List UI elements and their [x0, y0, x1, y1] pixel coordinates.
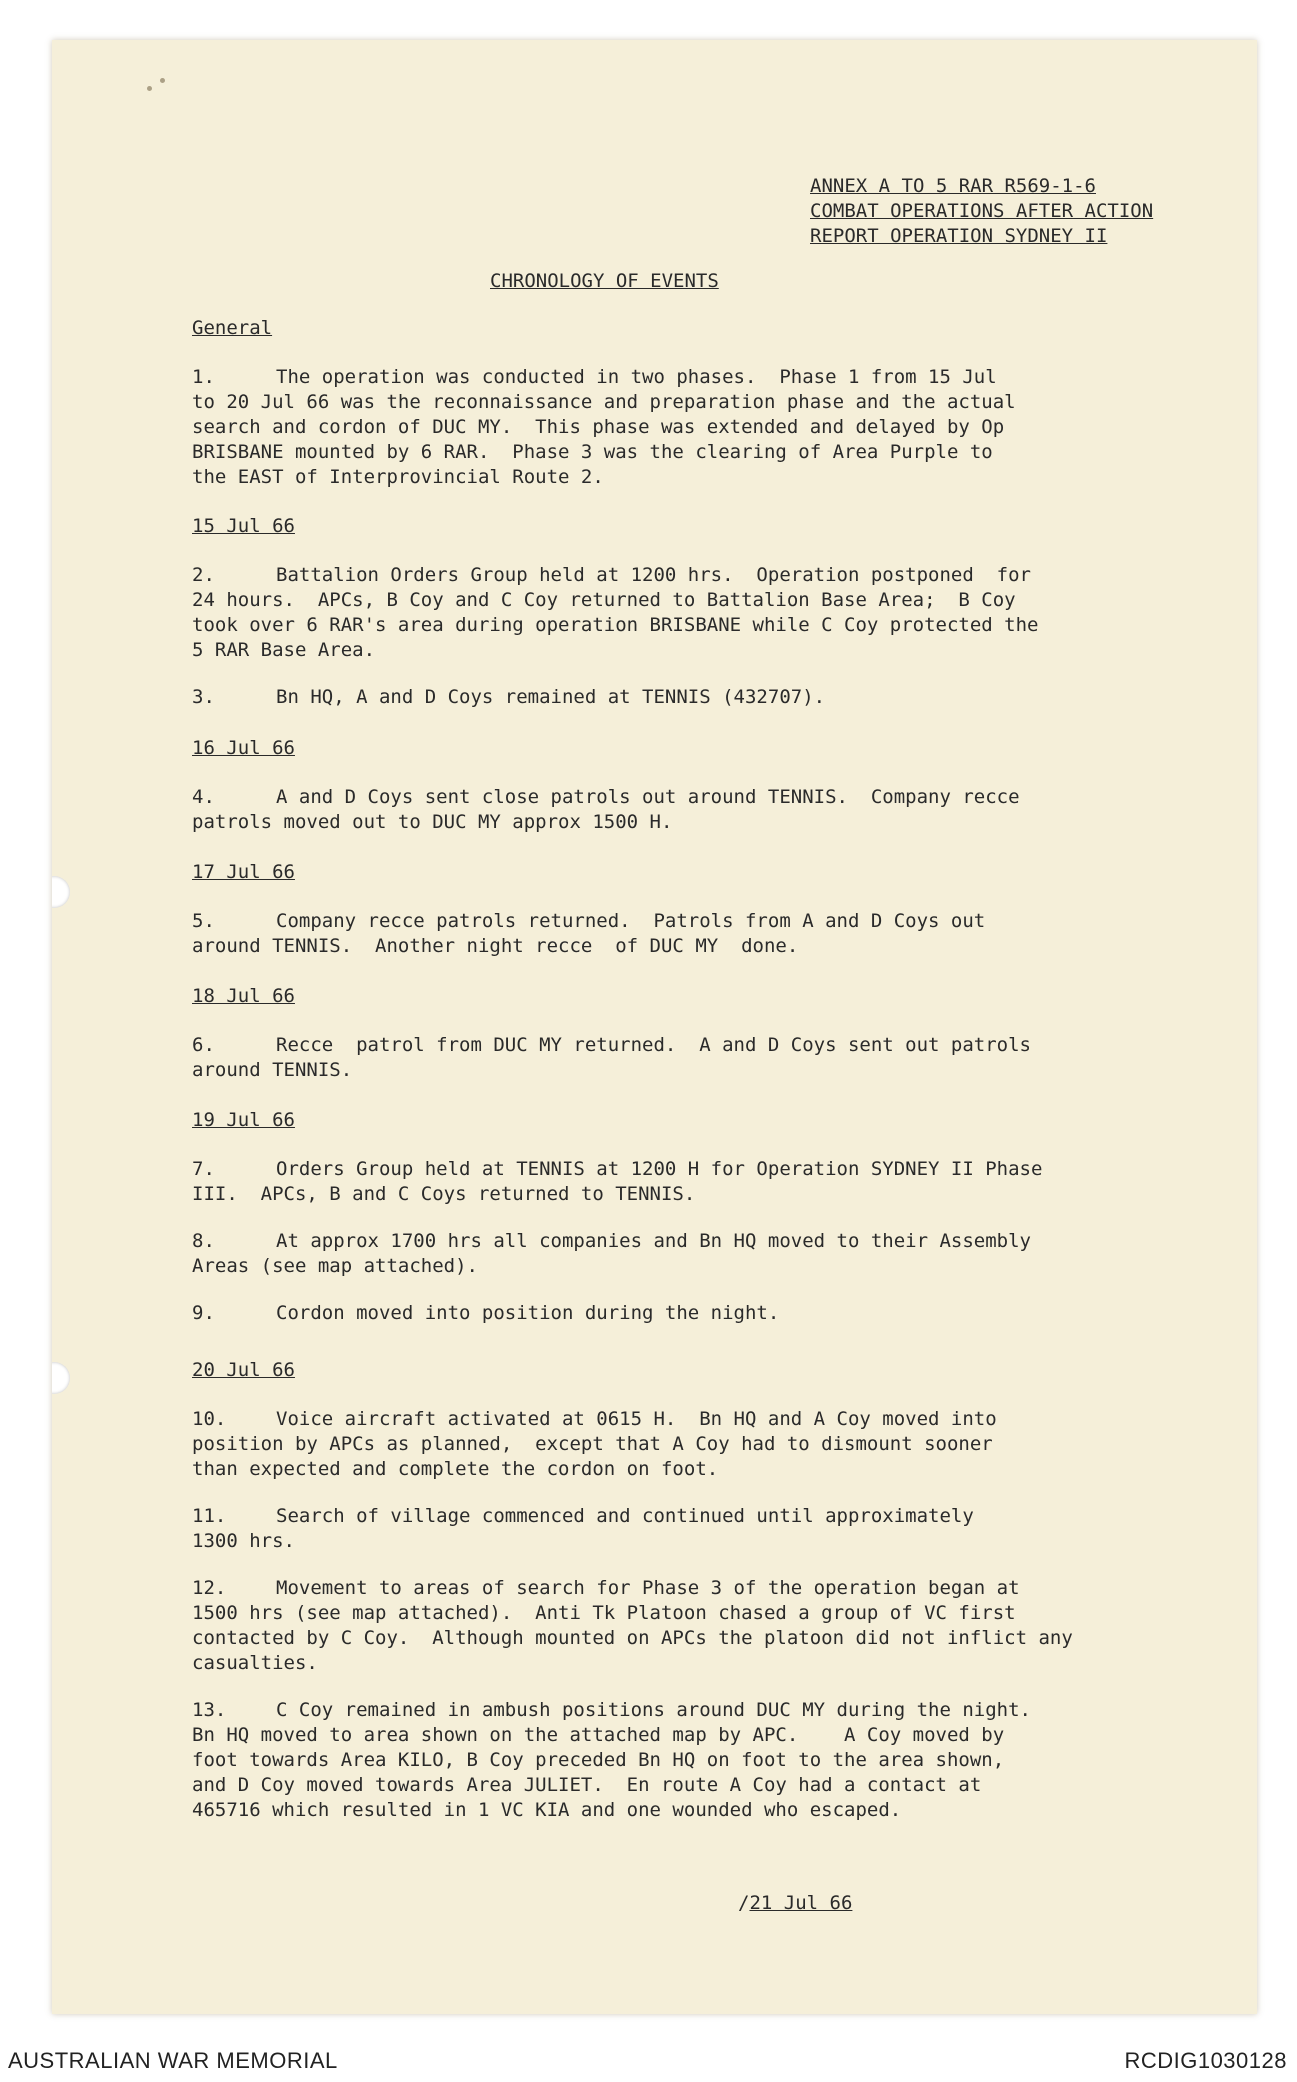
paragraph-number: 1. [192, 366, 215, 388]
paragraph-number: 12. [192, 1577, 227, 1599]
paragraph-2 [192, 563, 1192, 663]
paragraph-text: Search of village commenced and continued until approximately 1300 hrs. [192, 1505, 974, 1552]
paragraph-10 [192, 1407, 1192, 1482]
paragraph-text: Cordon moved into position during the night. [276, 1302, 780, 1324]
section-17-jul-66 [192, 860, 1192, 959]
paragraph-8 [192, 1229, 1192, 1279]
document-page [52, 40, 1257, 2014]
paragraph-text: Company recce patrols returned. Patrols from A and D Coys out around TENNIS. Another night recce of DUC MY done. [192, 910, 986, 957]
archive-caption-right: RCDIG1030128 [1124, 2048, 1287, 2073]
section-heading: 20 Jul 66 [192, 1359, 295, 1381]
section-heading: 15 Jul 66 [192, 515, 295, 537]
section-18-jul-66 [192, 984, 1192, 1083]
annex-reference [810, 174, 1153, 249]
section-general [192, 316, 1192, 490]
paragraph-text: At approx 1700 hrs all companies and Bn HQ moved to their Assembly Areas (see map attached). [192, 1230, 1031, 1277]
section-heading: General [192, 317, 273, 339]
annex-line-1: ANNEX A TO 5 RAR R569-1-6 [810, 175, 1096, 197]
continuation-date: 21 Jul 66 [749, 1892, 853, 1914]
paragraph-number: 2. [192, 564, 215, 586]
paragraph-text: Battalion Orders Group held at 1200 hrs. Operation postponed for 24 hours. APCs, B Coy and C Coy returned to Battalion Base Area; B Coy took over 6 RAR's area during operation BRISBANE while C Coy protected the 5 RAR Base Area. [192, 564, 1039, 661]
paragraph-3 [192, 685, 1192, 710]
section-15-jul-66 [192, 514, 1192, 710]
paragraph-1 [192, 365, 1192, 490]
section-heading: 16 Jul 66 [192, 737, 295, 759]
continuation-slash: / [738, 1892, 750, 1914]
paragraph-text: A and D Coys sent close patrols out around TENNIS. Company recce patrols moved out to DUC MY approx 1500 H. [192, 786, 1020, 833]
paragraph-text: Movement to areas of search for Phase 3 of the operation began at 1500 hrs (see map attached). Anti Tk Platoon chased a group of VC first contacted by C Coy. Although mounted on APCs the platoon did not inflict any casualties. [192, 1577, 1073, 1674]
paragraph-12 [192, 1576, 1192, 1676]
annex-line-3: REPORT OPERATION SYDNEY II [810, 225, 1108, 247]
paragraph-number: 11. [192, 1505, 227, 1527]
paragraph-text: Recce patrol from DUC MY returned. A and D Coys sent out patrols around TENNIS. [192, 1034, 1031, 1081]
punch-hole-lower [52, 1362, 70, 1394]
section-heading: 17 Jul 66 [192, 861, 295, 883]
paper-speck [147, 86, 152, 91]
continuation-marker [738, 1892, 852, 1914]
document-title: CHRONOLOGY OF EVENTS [490, 270, 719, 292]
paragraph-number: 10. [192, 1408, 227, 1430]
paper-speck [160, 78, 165, 83]
paragraph-number: 3. [192, 686, 215, 708]
paragraph-text: The operation was conducted in two phases. Phase 1 from 15 Jul to 20 Jul 66 was the reconnaissance and preparation phase and the actual search and cordon of DUC MY. This phase was extended and delayed by Op BRISBANE mounted by 6 RAR. Phase 3 was the clearing of Area Purple to the EAST of Interprovincial Route 2. [192, 366, 1016, 488]
section-20-jul-66 [192, 1358, 1192, 1823]
paragraph-number: 8. [192, 1230, 215, 1252]
paragraph-13 [192, 1698, 1192, 1823]
paragraph-number: 5. [192, 910, 215, 932]
punch-hole-upper [52, 876, 70, 908]
paragraph-text: Orders Group held at TENNIS at 1200 H for Operation SYDNEY II Phase III. APCs, B and C Coys returned to TENNIS. [192, 1158, 1043, 1205]
paragraph-number: 6. [192, 1034, 215, 1056]
paragraph-text: Voice aircraft activated at 0615 H. Bn HQ and A Coy moved into position by APCs as planned, except that A Coy had to dismount sooner than expected and complete the cordon on foot. [192, 1408, 997, 1480]
paragraph-number: 7. [192, 1158, 215, 1180]
section-16-jul-66 [192, 736, 1192, 835]
paragraph-9 [192, 1301, 1192, 1326]
archive-caption-left: AUSTRALIAN WAR MEMORIAL [8, 2048, 338, 2073]
section-heading: 19 Jul 66 [192, 1109, 295, 1131]
paragraph-number: 13. [192, 1699, 227, 1721]
paragraph-5 [192, 909, 1192, 959]
paragraph-number: 9. [192, 1302, 215, 1324]
paragraph-text: Bn HQ, A and D Coys remained at TENNIS (432707). [276, 686, 826, 708]
paragraph-number: 4. [192, 786, 215, 808]
paragraph-text: C Coy remained in ambush positions around DUC MY during the night. Bn HQ moved to area shown on the attached map by APC. A Coy moved by foot towards Area KILO, B Coy preceded Bn HQ on foot to the area shown, and D Coy moved towards Area JULIET. En route A Coy had a contact at 465716 which resulted in 1 VC KIA and one wounded who escaped. [192, 1699, 1031, 1821]
annex-line-2: COMBAT OPERATIONS AFTER ACTION [810, 200, 1154, 222]
paragraph-7 [192, 1157, 1192, 1207]
paragraph-11 [192, 1504, 1192, 1554]
paragraph-6 [192, 1033, 1192, 1083]
section-19-jul-66 [192, 1108, 1192, 1326]
section-heading: 18 Jul 66 [192, 985, 295, 1007]
paragraph-4 [192, 785, 1192, 835]
